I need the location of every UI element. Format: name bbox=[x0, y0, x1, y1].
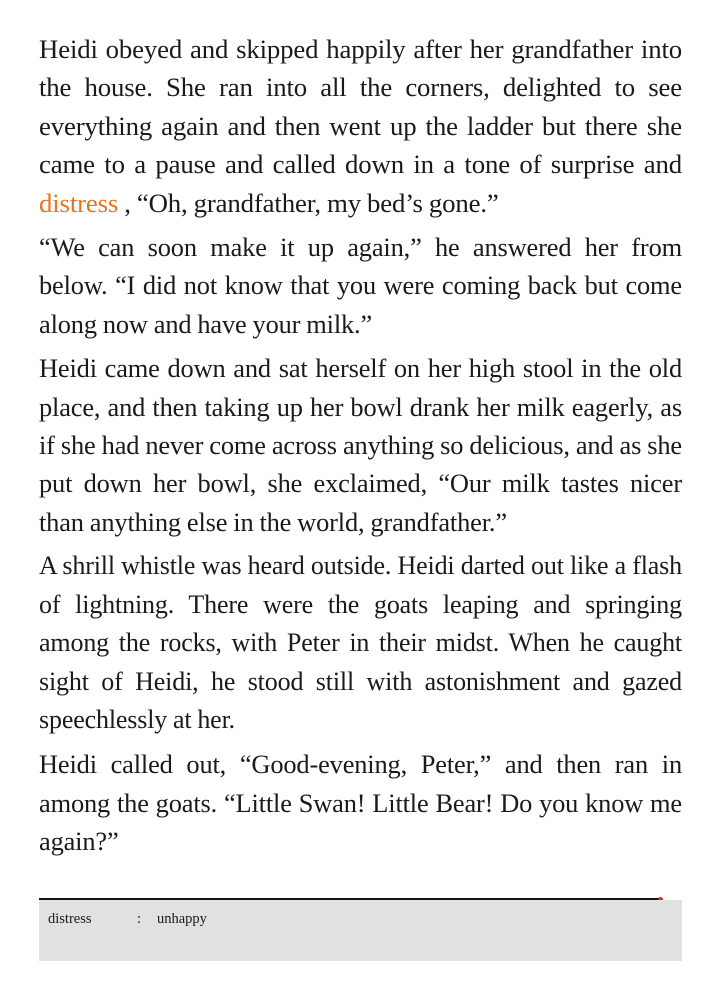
glossary-separator: : bbox=[137, 911, 142, 927]
glossary-box bbox=[39, 900, 682, 961]
paragraph-5: Heidi called out, “Good-evening, Peter,” and then ran in among the goats. “Little Swan! Little Bear! Do you know me again?” bbox=[39, 749, 682, 857]
paragraph-2: “We can soon make it up again,” he answered her from below. “I did not know that you were coming back but come along now and have your milk.” bbox=[39, 232, 682, 339]
glossary-definition: unhappy bbox=[157, 911, 207, 927]
paragraph-4: A shrill whistle was heard outside. Heidi darted out like a flash of lightning. There were the goats leaping and springing among the rocks, with Peter in their midst. When he caught sight of Heidi, he stood still with astonishment and gazed speechlessly at her. bbox=[39, 551, 682, 734]
paragraph-1-text-end: , “Oh, grandfather, my bed’s gone.” bbox=[118, 187, 499, 218]
paragraph-1 bbox=[39, 30, 682, 222]
paragraph-3: Heidi came down and sat herself on her high stool in the old place, and then taking up her bowl drank her milk eagerly, as if she had never come across anything so delicious, and as she put down her bowl, she exclaimed, “Our milk tastes nicer than anything else in the world, grandfather.” bbox=[39, 353, 682, 537]
story-text bbox=[39, 30, 682, 867]
glossary-highlight-word: distress bbox=[39, 187, 119, 218]
glossary-term: distress bbox=[48, 911, 92, 927]
paragraph-1-text-start: Heidi obeyed and skipped happily after her grandfather into the house. She ran into all the corners, delighted to see everything again and then went up the ladder but there she came to a pause and called down in a tone of surprise and bbox=[39, 34, 682, 180]
